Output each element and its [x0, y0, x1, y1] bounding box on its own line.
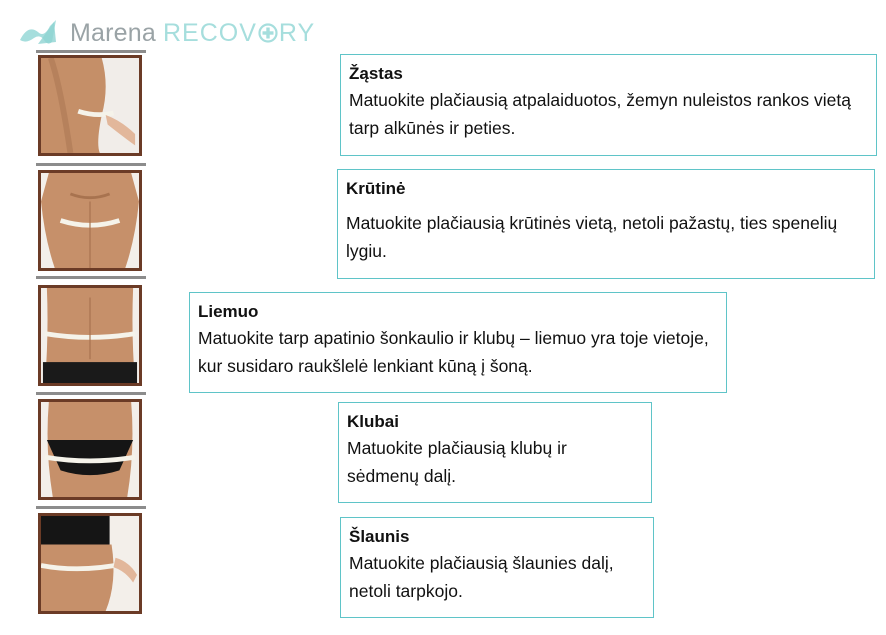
- divider: [36, 276, 146, 279]
- measurement-title: Klubai: [347, 412, 399, 431]
- hips-photo: [38, 399, 142, 500]
- measurement-description: Matuokite plačiausią šlaunies dalį, netoli tarpkojo.: [349, 553, 614, 601]
- waist-photo: [38, 285, 142, 386]
- divider: [36, 506, 146, 509]
- measurement-card-chest: [337, 169, 875, 279]
- measurement-title: Šlaunis: [349, 527, 410, 546]
- logo-accent-text-a: RECOV: [162, 19, 257, 47]
- divider: [36, 392, 146, 395]
- chest-photo: [38, 170, 142, 271]
- logo-accent-text-b: RY: [278, 19, 316, 47]
- divider: [36, 50, 146, 53]
- measurement-title: Krūtinė: [346, 179, 406, 198]
- upper-arm-photo: [38, 55, 142, 156]
- measurement-card-hips: [338, 402, 652, 503]
- measurement-description: Matuokite tarp apatinio šonkaulio ir klubų – liemuo yra toje vietoje, kur susidaro raukšlelė lenkiant kūną į šoną.: [198, 328, 709, 376]
- thigh-photo: [38, 513, 142, 614]
- measurement-card-upper-arm: [340, 54, 877, 156]
- logo-wave-icon: [18, 16, 68, 50]
- measurement-description: Matuokite plačiausią krūtinės vietą, netoli pažastų, ties spenelių lygiu.: [346, 213, 838, 261]
- measurement-description: Matuokite plačiausią klubų ir sėdmenų dalį.: [347, 438, 567, 486]
- divider: [36, 163, 146, 166]
- measurement-card-waist: [189, 292, 727, 393]
- logo-brand-text: Marena: [70, 19, 156, 47]
- measurement-card-thigh: [340, 517, 654, 618]
- measurement-description: Matuokite plačiausią atpalaiduotos, žemyn nuleistos rankos vietą tarp alkūnės ir peties.: [349, 90, 851, 138]
- measurement-title: Žąstas: [349, 64, 403, 83]
- measurement-title: Liemuo: [198, 302, 259, 321]
- logo-cross-icon: [258, 23, 278, 43]
- brand-logo: [18, 16, 315, 50]
